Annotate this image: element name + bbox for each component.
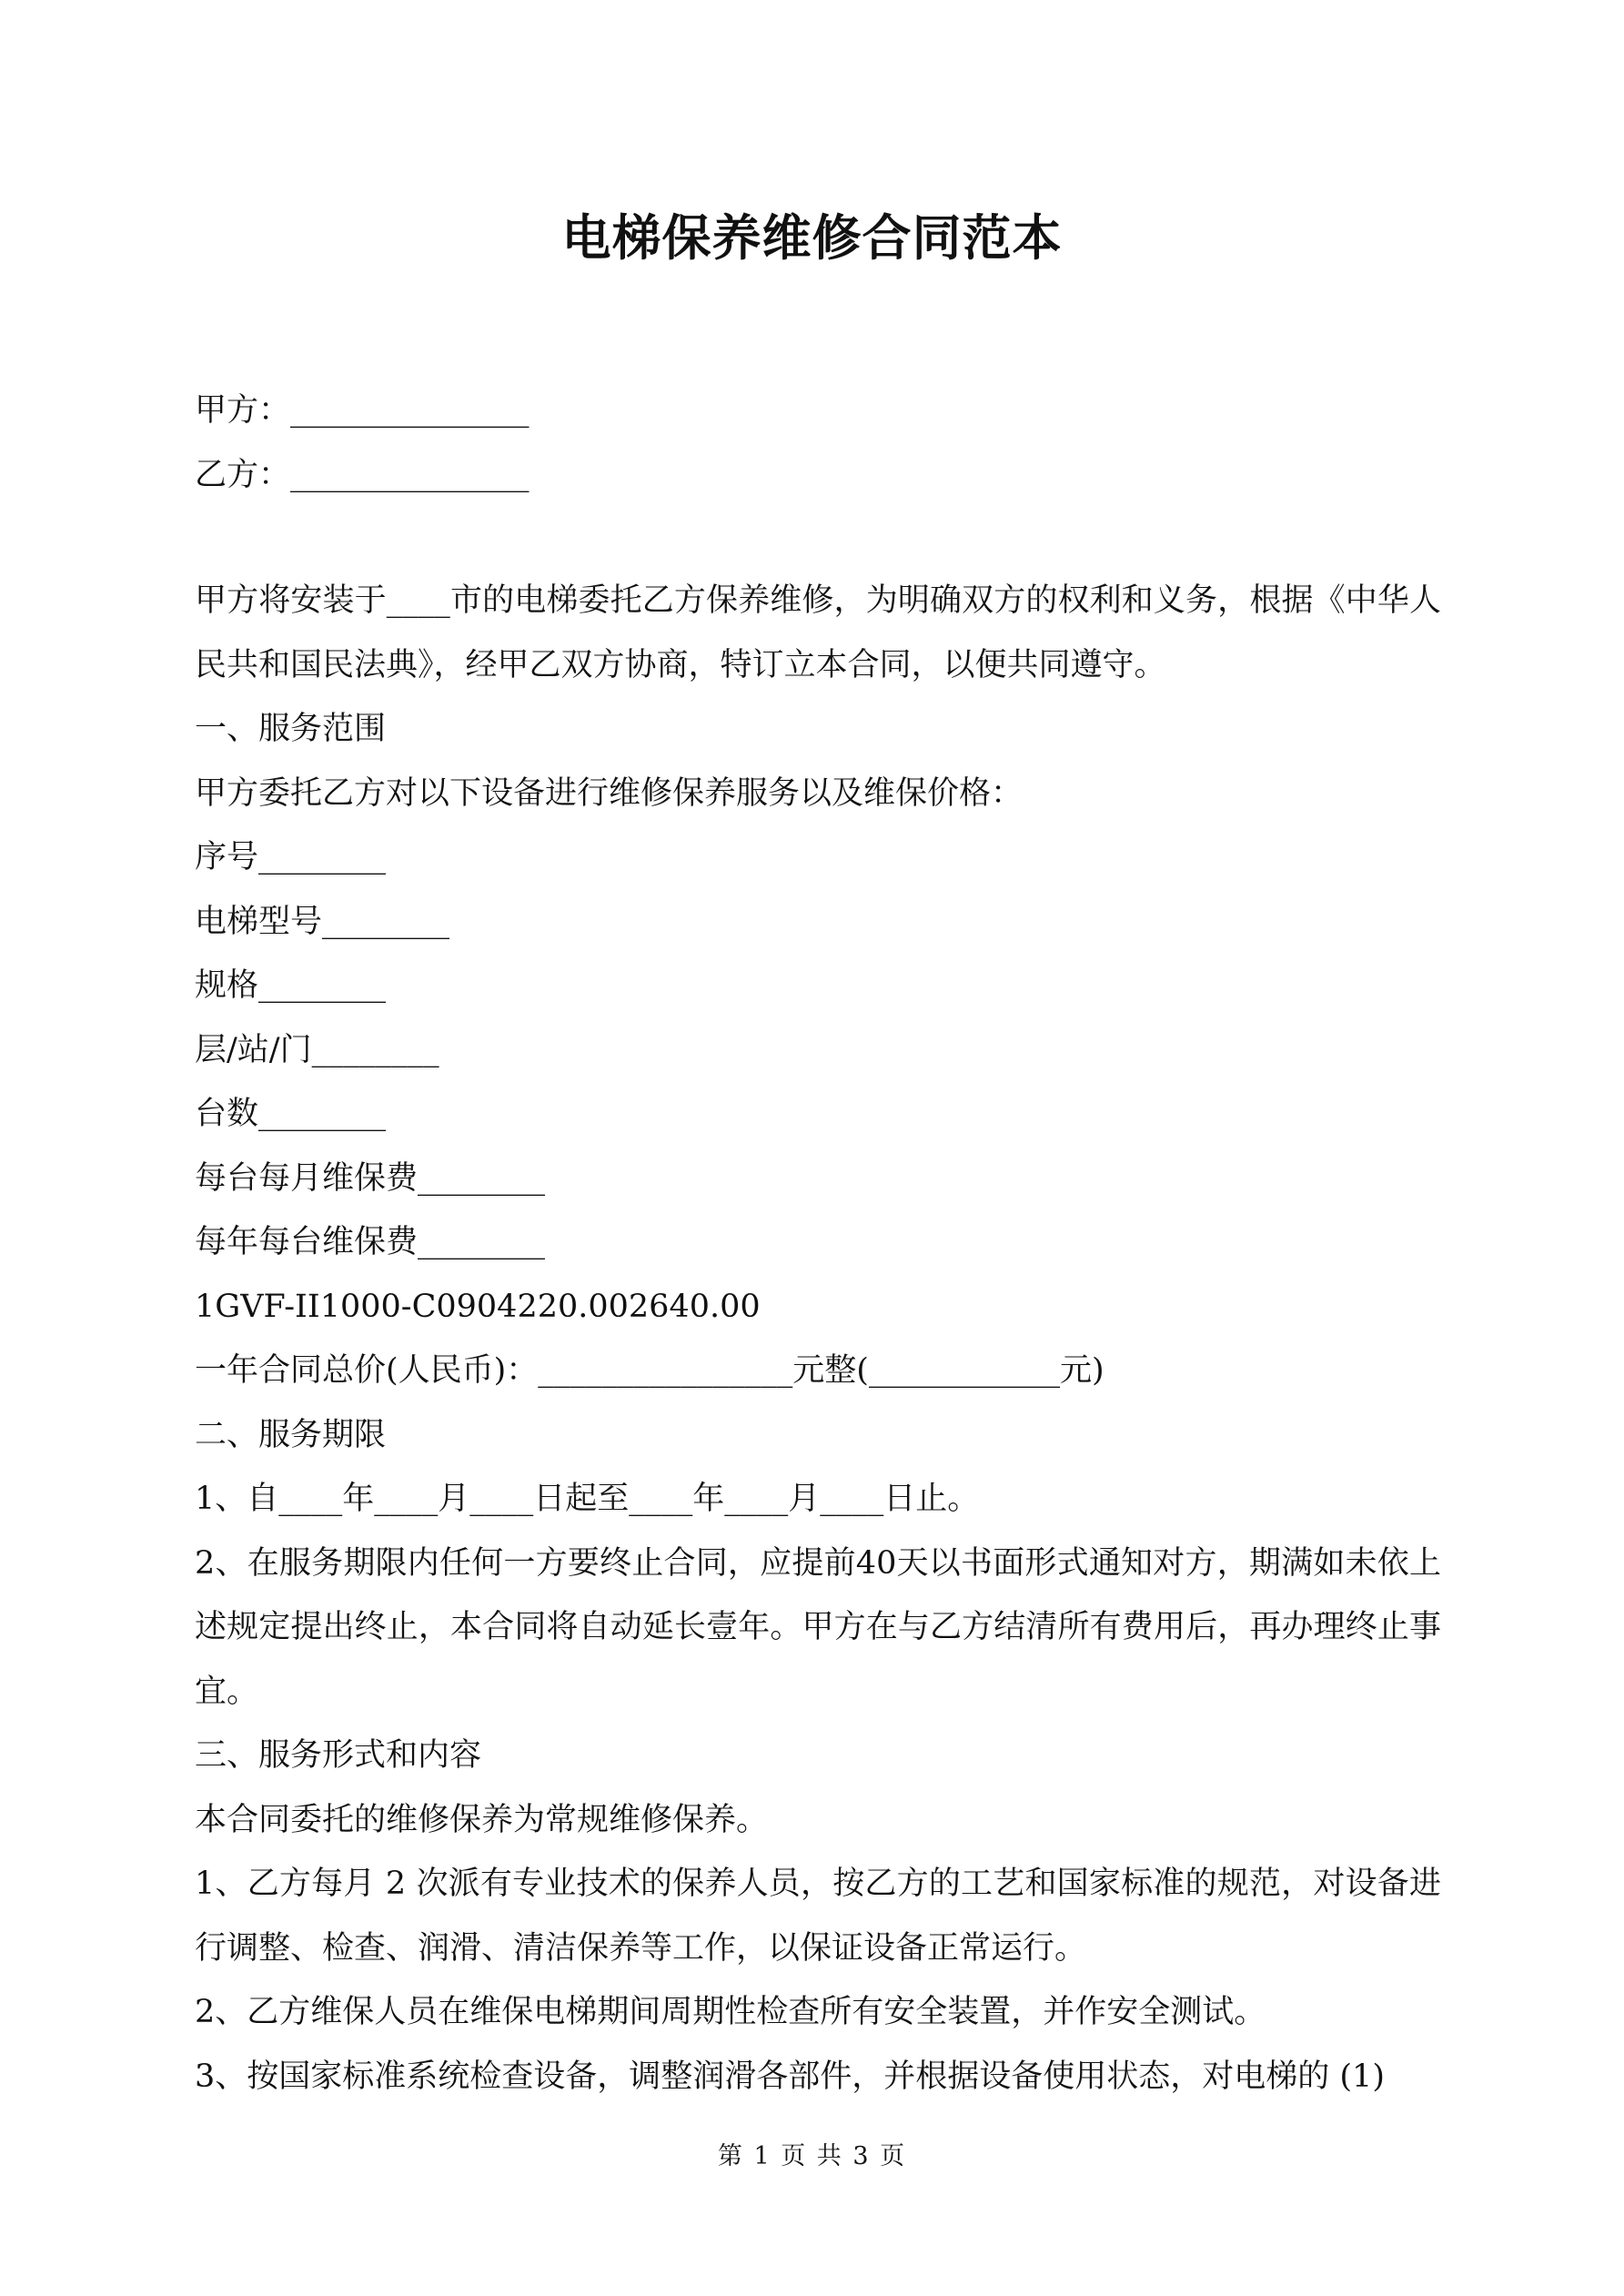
field-serial-number: 序号________ (195, 839, 387, 875)
field-elevator-model: 电梯型号________ (195, 903, 450, 940)
term-clause-1: 1、自____年____月____日起至____年____月____日止。 (195, 1481, 980, 1517)
model-code-line: 1GVF-II1000-C0904220.002640.00 (195, 1288, 761, 1325)
field-monthly-fee: 每台每月维保费________ (195, 1159, 546, 1197)
section-3-lead: 本合同委托的维修保养为常规维修保养。 (195, 1801, 769, 1838)
term-clause-2: 2、在服务期限内任何一方要终止合同，应提前40天以书面形式通知对方，期满如未依上述规定提出终止，本合同将自动延长壹年。甲方在与乙方结清所有费用后，再办理终止事宜。 (195, 1544, 1441, 1710)
field-unit-count: 台数________ (195, 1096, 387, 1132)
contract-body (195, 569, 1441, 2109)
field-specification: 规格________ (195, 967, 387, 1004)
content-clause-1: 1、乙方每月 2 次派有专业技术的保养人员，按乙方的工艺和国家标准的规范，对设备进行调整、检查、润滑、清洁保养等工作，以保证设备正常运行。 (195, 1866, 1441, 1967)
content-clause-2: 2、乙方维保人员在维保电梯期间周期性检查所有安全装置，并作安全测试。 (195, 1994, 1266, 2030)
total-price-line: 一年合同总价(人民币)：________________元整(____________元) (195, 1352, 1105, 1389)
section-1-heading: 一、服务范围 (195, 711, 387, 747)
intro-paragraph: 甲方将安装于____市的电梯委托乙方保养维修，为明确双方的权利和义务，根据《中华人民共和国民法典》，经甲乙双方协商，特订立本合同，以便共同遵守。 (195, 582, 1441, 683)
section-2-heading: 二、服务期限 (195, 1416, 387, 1453)
page-footer: 第 1 页 共 3 页 (717, 2142, 907, 2170)
parties-block (195, 379, 1441, 507)
party-b-line: 乙方：_______________ (195, 456, 530, 493)
section-3-heading: 三、服务形式和内容 (195, 1737, 482, 1774)
party-a-line: 甲方：_______________ (195, 392, 530, 429)
field-annual-fee: 每年每台维保费________ (195, 1224, 546, 1260)
content-clause-3: 3、按国家标准系统检查设备，调整润滑各部件，并根据设备使用状态，对电梯的 (1) (195, 2058, 1385, 2095)
section-1-lead: 甲方委托乙方对以下设备进行维修保养服务以及维保价格： (195, 774, 1024, 812)
document-title: 电梯保养维修合同范本 (561, 208, 1063, 267)
field-floor-station-door: 层/站/门________ (195, 1031, 439, 1068)
